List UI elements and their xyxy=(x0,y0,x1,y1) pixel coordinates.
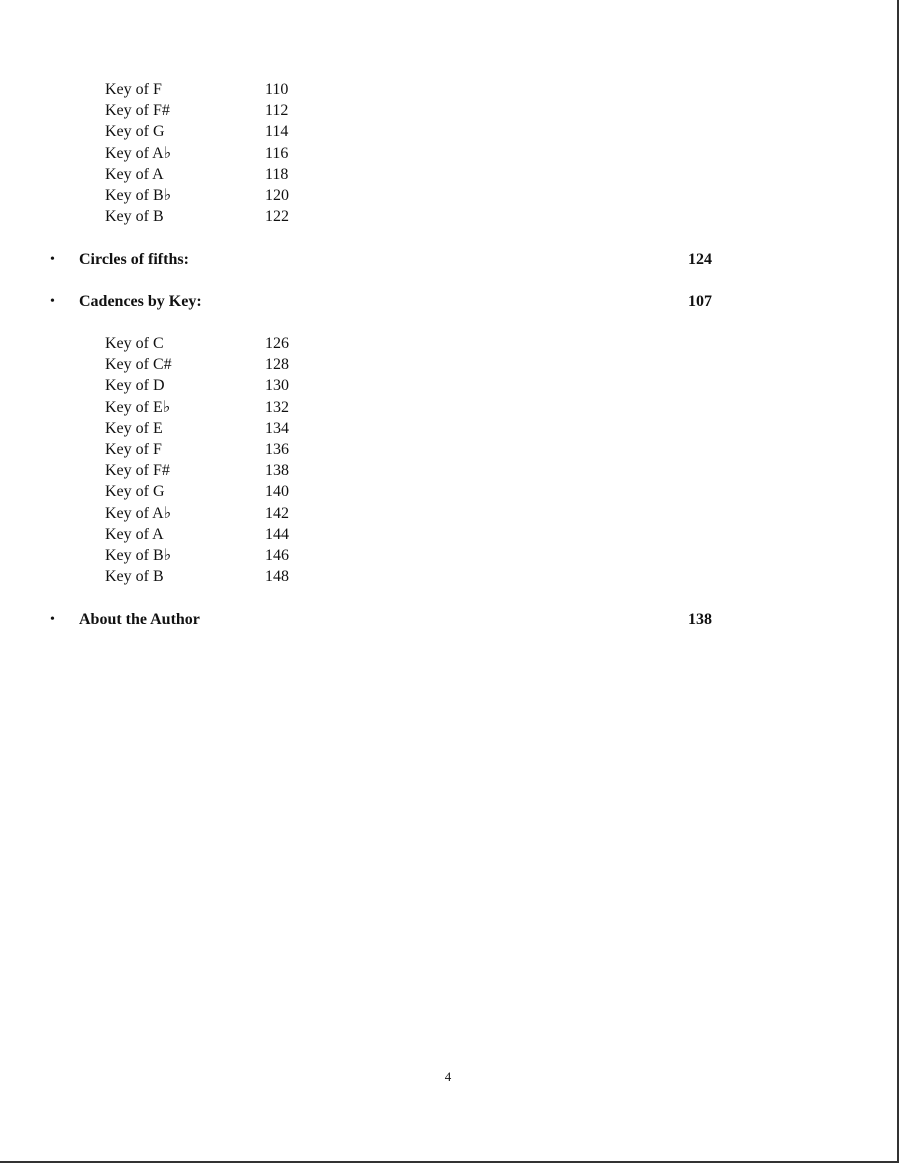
toc-entry-page: 142 xyxy=(265,504,289,522)
toc-entry-page: 126 xyxy=(265,335,289,352)
toc-section-title: Circles of fifths: xyxy=(79,251,189,268)
bullet-icon: • xyxy=(50,294,55,309)
toc-entry-page: 110 xyxy=(265,81,289,98)
toc-entry-page: 138 xyxy=(265,462,289,480)
toc-entry-page: 128 xyxy=(265,356,289,374)
toc-entry-label: Key of F# xyxy=(105,462,170,480)
toc-entry-label: Key of B♭ xyxy=(105,186,172,204)
toc-entry-label: Key of A♭ xyxy=(105,144,172,162)
toc-entry-page: 130 xyxy=(265,377,289,395)
toc-entry-label: Key of B xyxy=(105,208,164,226)
toc-entry-page: 132 xyxy=(265,398,289,416)
toc-entry-page: 116 xyxy=(265,144,289,162)
page-number: 4 xyxy=(444,1069,452,1084)
toc-entry-label: Key of A♭ xyxy=(105,504,172,522)
toc-entry-page: 112 xyxy=(265,102,289,120)
toc-section-page: 138 xyxy=(688,611,712,628)
toc-entry-label: Key of B♭ xyxy=(105,546,172,564)
toc-entry-page: 122 xyxy=(265,208,289,226)
toc-entry-label: Key of E♭ xyxy=(105,398,171,416)
toc-entry-label: Key of F# xyxy=(105,102,170,120)
toc-entry-page: 146 xyxy=(265,546,289,564)
toc-entry-page: 136 xyxy=(265,440,289,458)
toc-entry-label: Key of A xyxy=(105,165,164,183)
toc-section-about-the-author[interactable] xyxy=(50,609,750,631)
toc-entry-label: Key of G xyxy=(105,483,165,501)
toc-entry-page: 134 xyxy=(265,419,289,437)
toc-entry-label: Key of A xyxy=(105,525,164,543)
toc-section-circles-of-fifths[interactable] xyxy=(50,249,750,271)
toc-entry-label: Key of G xyxy=(105,123,165,141)
toc-entry-page: 120 xyxy=(265,186,289,204)
toc-entry-label: Key of C# xyxy=(105,356,172,374)
toc-section-page: 107 xyxy=(688,293,712,310)
toc-section-title: Cadences by Key: xyxy=(79,293,202,310)
toc-entry-page: 144 xyxy=(265,525,289,543)
toc-entry-label: Key of C xyxy=(105,335,164,352)
toc-entry-page: 140 xyxy=(265,483,289,501)
toc-section-cadences-by-key[interactable] xyxy=(50,291,750,313)
toc-entry-label: Key of F xyxy=(105,440,162,458)
toc-entry-label: Key of F xyxy=(105,81,162,98)
toc-section-page: 124 xyxy=(688,251,712,268)
bullet-icon: • xyxy=(50,252,55,267)
bullet-icon: • xyxy=(50,612,55,627)
toc-entry-page: 118 xyxy=(265,165,289,183)
toc-entry-label: Key of B xyxy=(105,568,164,586)
toc-entry-page: 114 xyxy=(265,123,289,141)
toc-entry-label: Key of E xyxy=(105,419,163,437)
toc-section-title: About the Author xyxy=(79,611,200,628)
toc-entry-page: 148 xyxy=(265,568,289,586)
toc-entry-label: Key of D xyxy=(105,377,165,395)
